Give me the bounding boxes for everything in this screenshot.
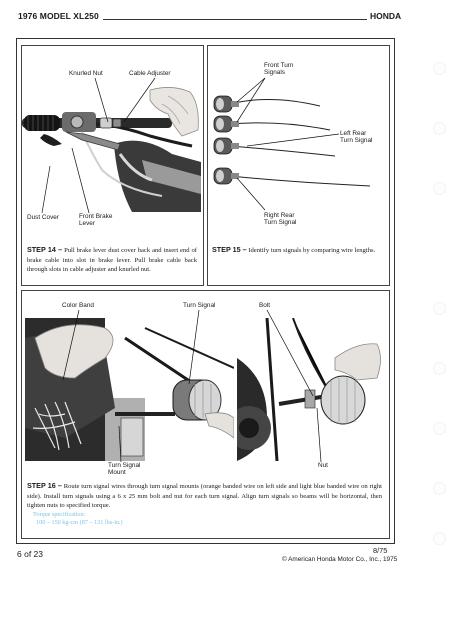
label-nut: Nut	[318, 462, 328, 469]
binder-hole	[433, 62, 446, 75]
label-dust-cover: Dust Cover	[27, 214, 59, 221]
step-16-leader-lines	[21, 300, 388, 470]
torque-specification: Torque specification: 100 – 150 kg-cm (87 – 131 lbs-in.)	[33, 511, 123, 527]
binder-hole	[433, 122, 446, 135]
step-16-text: STEP 16 – Route turn signal wires through turn signal mounts (orange banded wire on left side and light blue banded wire on right side). Install turn signals using a 6 x 25 mm bolt and nut for each turn signal. Align turn signals so beams will be horizontal, then tighten nuts to specified torque.	[27, 481, 382, 510]
page-number: 6 of 23	[17, 549, 43, 559]
binder-hole	[433, 532, 446, 545]
label-front-brake-lever: Front Brake Lever	[79, 213, 113, 228]
label-left-rear-turn-signal: Left Rear Turn Signal	[340, 130, 373, 145]
label-turn-signal: Turn Signal	[183, 302, 216, 309]
step-14-text: STEP 14 – Pull brake lever dust cover back and insert end of brake cable into slot in brake lever. Pull brake cable back through slots in cable adjuster and knurled nut.	[27, 245, 197, 274]
label-front-turn-signals: Front Turn Signals	[264, 62, 294, 77]
step-14-leader-lines	[22, 70, 202, 220]
binder-hole	[433, 182, 446, 195]
label-bolt: Bolt	[259, 302, 271, 309]
binder-hole	[433, 482, 446, 495]
label-cable-adjuster: Cable Adjuster	[129, 70, 171, 77]
document-title: 1976 MODEL XL250	[18, 11, 99, 21]
label-turn-signal-mount: Turn Signal Mount	[108, 462, 141, 477]
step-15-leader-lines	[207, 62, 388, 222]
step-15-text: STEP 15 – Identify turn signals by comparing wire lengths.	[212, 245, 376, 254]
copyright: © American Honda Motor Co., Inc., 1975	[282, 556, 398, 563]
binder-hole	[433, 362, 446, 375]
brand-name: HONDA	[370, 11, 402, 21]
header-rule	[103, 19, 367, 20]
binder-hole	[433, 302, 446, 315]
label-right-rear-turn-signal: Right Rear Turn Signal	[264, 212, 297, 227]
revision-date: 8/75	[373, 546, 388, 555]
binder-hole	[433, 422, 446, 435]
label-color-band: Color Band	[62, 302, 94, 309]
label-knurled-nut: Knurled Nut	[69, 70, 103, 77]
